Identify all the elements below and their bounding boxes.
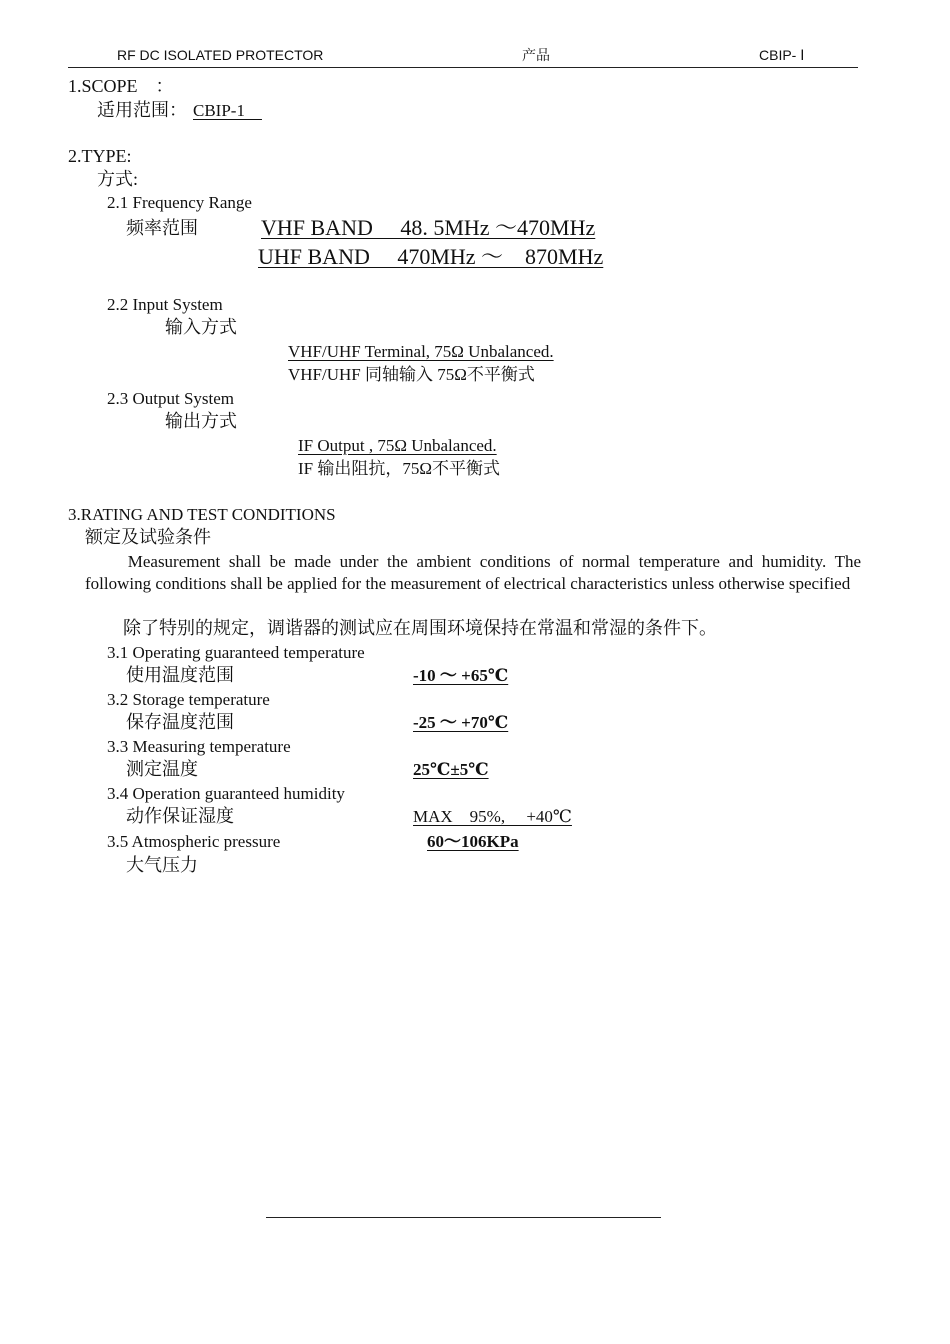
item-5-title-cn: 大气压力	[126, 855, 198, 875]
item-4-title-cn: 动作保证湿度	[126, 806, 234, 826]
scope-label-cn: 适用范围：	[97, 100, 187, 120]
item-2-title: 3.2 Storage temperature	[107, 690, 270, 709]
item-2-title-cn: 保存温度范围	[126, 712, 234, 732]
rating-title: 3.RATING AND TEST CONDITIONS	[68, 505, 336, 524]
header-center: 产品	[522, 47, 550, 63]
footer-rule	[266, 1217, 661, 1218]
scope-value: CBIP-1	[193, 101, 262, 120]
item-5-value: 60～106KPa	[427, 832, 519, 851]
input-title: 2.2 Input System	[107, 295, 223, 314]
item-3-title: 3.3 Measuring temperature	[107, 737, 291, 756]
freq-title: 2.1 Frequency Range	[107, 193, 252, 212]
header-left: RF DC ISOLATED PROTECTOR	[117, 47, 324, 63]
freq-title-cn: 频率范围	[126, 218, 198, 238]
input-title-cn: 输入方式	[165, 317, 237, 337]
item-5-title: 3.5 Atmospheric pressure	[107, 832, 281, 851]
rating-paragraph-cn: 除了特别的规定，调谐器的测试应在周围环境保持在常温和常湿的条件下。	[123, 618, 717, 638]
item-1-title-cn: 使用温度范围	[126, 665, 234, 685]
output-title: 2.3 Output System	[107, 389, 235, 408]
freq-uhf-band: UHF BAND 470MHz ～ 870MHz	[258, 244, 604, 269]
output-line-en: IF Output , 75Ω Unbalanced.	[298, 436, 497, 455]
rating-paragraph: Measurement shall be made under the ambient conditions of normal temperature and humidity. The following conditions shall be applied for the measurement of electrical characteristics unless otherwise specified	[85, 552, 861, 593]
header-rule	[68, 67, 858, 68]
item-3-value: 25℃±5℃	[413, 760, 489, 779]
item-2-value: -25 ～ +70℃	[413, 713, 509, 732]
input-line-cn: VHF/UHF 同轴输入 75Ω不平衡式	[288, 365, 535, 384]
item-4-value: MAX 95%, +40℃	[413, 807, 572, 826]
type-title-cn: 方式:	[97, 169, 139, 189]
scope-title: 1.SCOPE ：	[68, 76, 174, 96]
item-4-title: 3.4 Operation guaranteed humidity	[107, 784, 345, 803]
input-line-en: VHF/UHF Terminal, 75Ω Unbalanced.	[288, 342, 554, 361]
output-title-cn: 输出方式	[165, 411, 237, 431]
rating-title-cn: 额定及试验条件	[85, 527, 211, 547]
item-3-title-cn: 测定温度	[126, 759, 198, 779]
freq-vhf-band: VHF BAND 48. 5MHz ～470MHz	[261, 215, 596, 240]
type-title: 2.TYPE:	[68, 146, 132, 166]
header-right: CBIP- Ⅰ	[759, 47, 805, 63]
item-1-value: -10 ～ +65℃	[413, 666, 509, 685]
output-line-cn: IF 输出阻抗，75Ω不平衡式	[298, 459, 500, 478]
item-1-title: 3.1 Operating guaranteed temperature	[107, 643, 365, 662]
